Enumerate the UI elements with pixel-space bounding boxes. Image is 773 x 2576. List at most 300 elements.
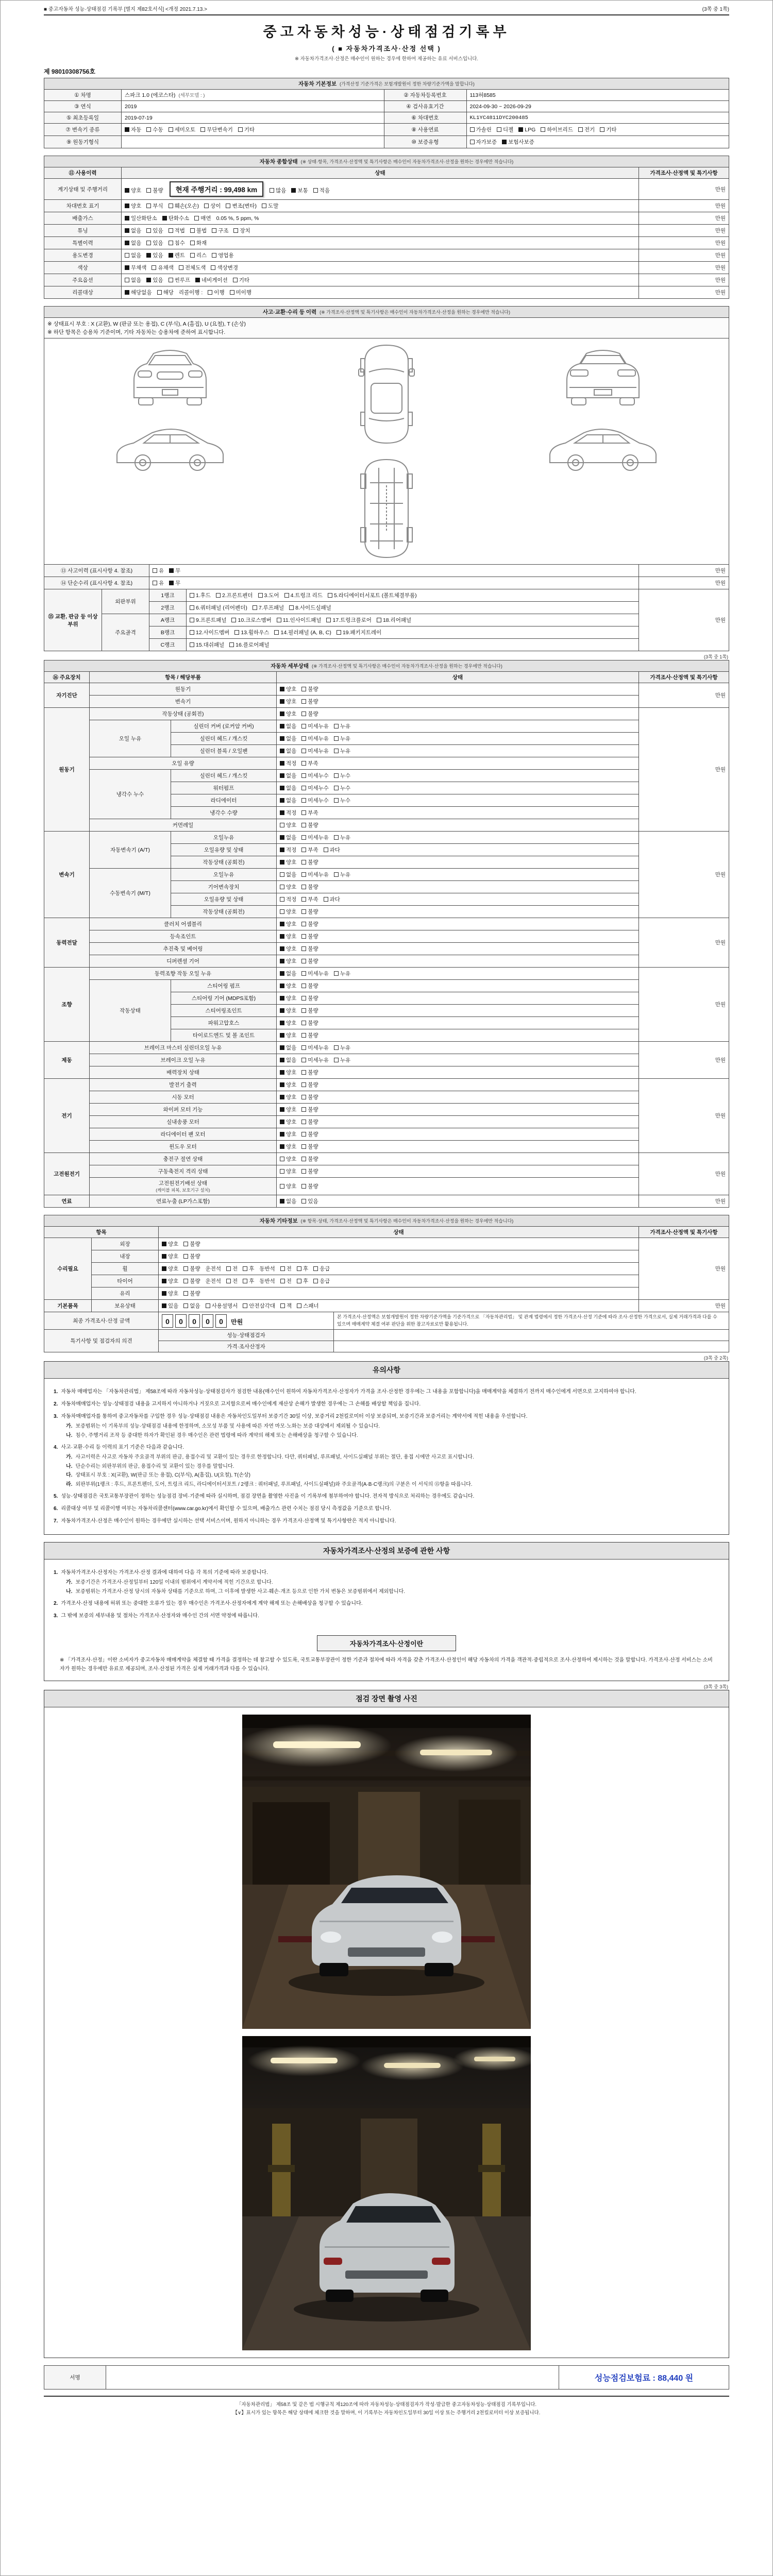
- checkbox-option[interactable]: [280, 1031, 296, 1039]
- checkbox-option[interactable]: [204, 202, 221, 210]
- checkbox-option[interactable]: [226, 1265, 238, 1273]
- checkbox-icon[interactable]: [280, 984, 284, 988]
- checkbox-icon[interactable]: [125, 290, 129, 295]
- checkbox-icon[interactable]: [334, 1058, 339, 1062]
- checkbox-option[interactable]: [230, 289, 251, 296]
- checkbox-icon[interactable]: [204, 204, 209, 208]
- checkbox-icon[interactable]: [301, 1144, 306, 1149]
- checkbox-option[interactable]: [280, 834, 296, 841]
- checkbox-option[interactable]: [183, 1302, 200, 1310]
- checkbox-option[interactable]: [377, 616, 411, 624]
- checkbox-option[interactable]: [233, 276, 249, 284]
- checkbox-option[interactable]: [301, 970, 329, 977]
- checkbox-option[interactable]: [153, 579, 164, 587]
- checkbox-option[interactable]: [284, 591, 323, 599]
- checkbox-icon[interactable]: [280, 934, 284, 939]
- checkbox-option[interactable]: [301, 796, 329, 804]
- checkbox-icon[interactable]: [169, 228, 173, 233]
- checkbox-option[interactable]: [334, 722, 350, 730]
- checkbox-icon[interactable]: [301, 984, 306, 988]
- checkbox-icon[interactable]: [162, 216, 167, 221]
- checkbox-icon[interactable]: [301, 1184, 306, 1189]
- checkbox-icon[interactable]: [190, 605, 194, 610]
- checkbox-icon[interactable]: [183, 1254, 188, 1259]
- checkbox-icon[interactable]: [284, 593, 289, 598]
- checkbox-option[interactable]: [313, 187, 330, 194]
- checkbox-option[interactable]: [301, 834, 329, 841]
- checkbox-option[interactable]: [301, 1118, 318, 1126]
- checkbox-option[interactable]: [541, 126, 573, 133]
- checkbox-icon[interactable]: [280, 749, 284, 753]
- checkbox-option[interactable]: [301, 982, 318, 990]
- checkbox-option[interactable]: [313, 1277, 330, 1285]
- checkbox-icon[interactable]: [337, 630, 341, 635]
- checkbox-option[interactable]: [301, 1182, 318, 1190]
- checkbox-icon[interactable]: [280, 946, 284, 951]
- checkbox-icon[interactable]: [334, 773, 339, 778]
- checkbox-option[interactable]: [280, 1197, 296, 1205]
- checkbox-option[interactable]: [169, 239, 185, 247]
- checkbox-option[interactable]: [301, 933, 318, 940]
- checkbox-option[interactable]: [301, 920, 318, 928]
- checkbox-icon[interactable]: [212, 228, 216, 233]
- checkbox-icon[interactable]: [301, 1199, 306, 1204]
- checkbox-icon[interactable]: [280, 1095, 284, 1099]
- checkbox-icon[interactable]: [125, 265, 129, 270]
- checkbox-option[interactable]: [162, 1290, 178, 1297]
- checkbox-option[interactable]: [301, 1155, 318, 1163]
- checkbox-icon[interactable]: [301, 1120, 306, 1124]
- checkbox-option[interactable]: [253, 604, 284, 612]
- checkbox-option[interactable]: [334, 834, 350, 841]
- checkbox-icon[interactable]: [162, 1279, 166, 1283]
- checkbox-option[interactable]: [280, 1130, 296, 1138]
- checkbox-icon[interactable]: [301, 810, 306, 815]
- checkbox-icon[interactable]: [169, 253, 173, 258]
- checkbox-option[interactable]: [125, 276, 141, 284]
- checkbox-option[interactable]: [301, 1197, 318, 1205]
- checkbox-option[interactable]: [157, 289, 174, 296]
- checkbox-icon[interactable]: [301, 922, 306, 926]
- checkbox-icon[interactable]: [125, 188, 129, 193]
- checkbox-icon[interactable]: [280, 885, 284, 889]
- checkbox-option[interactable]: [169, 227, 185, 234]
- checkbox-icon[interactable]: [125, 204, 129, 208]
- checkbox-icon[interactable]: [280, 1033, 284, 1038]
- checkbox-option[interactable]: [600, 126, 616, 133]
- checkbox-option[interactable]: [280, 846, 296, 854]
- checkbox-icon[interactable]: [301, 860, 306, 865]
- checkbox-option[interactable]: [578, 126, 595, 133]
- checkbox-option[interactable]: [301, 698, 318, 705]
- checkbox-icon[interactable]: [280, 687, 284, 691]
- checkbox-icon[interactable]: [301, 1157, 306, 1161]
- checkbox-option[interactable]: [280, 1143, 296, 1150]
- checkbox-icon[interactable]: [301, 1132, 306, 1137]
- checkbox-icon[interactable]: [301, 1095, 306, 1099]
- checkbox-option[interactable]: [280, 1044, 296, 1052]
- checkbox-option[interactable]: [190, 604, 247, 612]
- checkbox-icon[interactable]: [200, 127, 205, 132]
- checkbox-option[interactable]: [212, 227, 228, 234]
- checkbox-icon[interactable]: [313, 188, 318, 193]
- checkbox-option[interactable]: [497, 126, 513, 133]
- checkbox-option[interactable]: [146, 126, 163, 133]
- checkbox-option[interactable]: [280, 809, 296, 817]
- checkbox-option[interactable]: [334, 772, 350, 779]
- checkbox-option[interactable]: [190, 239, 207, 247]
- checkbox-icon[interactable]: [183, 1266, 188, 1271]
- checkbox-icon[interactable]: [206, 1303, 210, 1308]
- checkbox-icon[interactable]: [280, 996, 284, 1001]
- checkbox-option[interactable]: [301, 994, 318, 1002]
- checkbox-icon[interactable]: [497, 127, 501, 132]
- checkbox-icon[interactable]: [301, 1033, 306, 1038]
- checkbox-option[interactable]: [169, 567, 180, 574]
- checkbox-icon[interactable]: [280, 773, 284, 778]
- checkbox-option[interactable]: [146, 202, 163, 210]
- checkbox-icon[interactable]: [226, 204, 230, 208]
- checkbox-icon[interactable]: [243, 1266, 247, 1271]
- checkbox-icon[interactable]: [518, 127, 523, 132]
- checkbox-option[interactable]: [289, 604, 331, 612]
- checkbox-option[interactable]: [243, 1302, 275, 1310]
- checkbox-icon[interactable]: [169, 278, 173, 282]
- checkbox-option[interactable]: [301, 747, 329, 755]
- checkbox-option[interactable]: [243, 1277, 254, 1285]
- checkbox-icon[interactable]: [280, 959, 284, 963]
- checkbox-option[interactable]: [301, 1106, 318, 1113]
- checkbox-icon[interactable]: [578, 127, 583, 132]
- checkbox-icon[interactable]: [280, 798, 284, 803]
- checkbox-option[interactable]: [324, 895, 340, 903]
- checkbox-option[interactable]: [470, 126, 492, 133]
- checkbox-icon[interactable]: [280, 736, 284, 741]
- checkbox-icon[interactable]: [280, 810, 284, 815]
- checkbox-icon[interactable]: [125, 228, 129, 233]
- checkbox-option[interactable]: [146, 227, 163, 234]
- checkbox-icon[interactable]: [146, 204, 151, 208]
- checkbox-icon[interactable]: [190, 241, 195, 245]
- checkbox-icon[interactable]: [146, 127, 151, 132]
- checkbox-option[interactable]: [280, 933, 296, 940]
- checkbox-option[interactable]: [162, 1265, 178, 1273]
- checkbox-option[interactable]: [212, 251, 233, 259]
- checkbox-icon[interactable]: [334, 971, 339, 976]
- checkbox-icon[interactable]: [146, 278, 151, 282]
- checkbox-icon[interactable]: [328, 593, 332, 598]
- checkbox-icon[interactable]: [280, 724, 284, 728]
- checkbox-option[interactable]: [190, 227, 207, 234]
- checkbox-option[interactable]: [280, 970, 296, 977]
- checkbox-option[interactable]: [280, 994, 296, 1002]
- checkbox-option[interactable]: [301, 710, 318, 718]
- checkbox-icon[interactable]: [502, 140, 507, 144]
- checkbox-icon[interactable]: [169, 568, 174, 573]
- checkbox-option[interactable]: [301, 1167, 318, 1175]
- checkbox-icon[interactable]: [226, 1279, 231, 1283]
- checkbox-option[interactable]: [280, 784, 296, 792]
- checkbox-option[interactable]: [280, 796, 296, 804]
- checkbox-icon[interactable]: [280, 872, 284, 877]
- checkbox-option[interactable]: [518, 127, 535, 133]
- checkbox-icon[interactable]: [277, 618, 281, 622]
- checkbox-icon[interactable]: [280, 1132, 284, 1137]
- checkbox-icon[interactable]: [334, 786, 339, 790]
- checkbox-icon[interactable]: [169, 127, 173, 132]
- checkbox-option[interactable]: [301, 895, 318, 903]
- checkbox-icon[interactable]: [334, 749, 339, 753]
- checkbox-icon[interactable]: [280, 761, 284, 766]
- checkbox-option[interactable]: [243, 1265, 254, 1273]
- checkbox-option[interactable]: [190, 251, 207, 259]
- checkbox-icon[interactable]: [208, 290, 212, 295]
- checkbox-option[interactable]: [301, 871, 329, 878]
- checkbox-icon[interactable]: [190, 642, 194, 647]
- checkbox-icon[interactable]: [301, 1045, 306, 1050]
- checkbox-icon[interactable]: [233, 278, 238, 282]
- checkbox-option[interactable]: [125, 187, 141, 194]
- checkbox-icon[interactable]: [301, 1021, 306, 1025]
- checkbox-icon[interactable]: [280, 971, 284, 976]
- checkbox-icon[interactable]: [162, 1303, 166, 1308]
- checkbox-option[interactable]: [226, 1277, 238, 1285]
- checkbox-option[interactable]: [162, 214, 190, 222]
- checkbox-option[interactable]: [297, 1277, 308, 1285]
- checkbox-icon[interactable]: [280, 922, 284, 926]
- checkbox-option[interactable]: [262, 202, 278, 210]
- checkbox-icon[interactable]: [238, 127, 243, 132]
- checkbox-option[interactable]: [301, 846, 318, 854]
- checkbox-option[interactable]: [183, 1240, 200, 1248]
- checkbox-icon[interactable]: [301, 996, 306, 1001]
- checkbox-option[interactable]: [226, 202, 257, 210]
- checkbox-icon[interactable]: [153, 568, 157, 573]
- checkbox-option[interactable]: [280, 1007, 296, 1014]
- checkbox-option[interactable]: [280, 1019, 296, 1027]
- checkbox-option[interactable]: [234, 629, 269, 636]
- checkbox-option[interactable]: [334, 970, 350, 977]
- checkbox-option[interactable]: [190, 641, 224, 649]
- checkbox-icon[interactable]: [280, 711, 284, 716]
- checkbox-icon[interactable]: [301, 946, 306, 951]
- checkbox-option[interactable]: [183, 1290, 200, 1297]
- checkbox-icon[interactable]: [157, 290, 162, 295]
- checkbox-icon[interactable]: [280, 1157, 284, 1161]
- checkbox-option[interactable]: [146, 276, 163, 284]
- checkbox-option[interactable]: [334, 747, 350, 755]
- checkbox-icon[interactable]: [301, 848, 306, 852]
- checkbox-option[interactable]: [297, 1265, 308, 1273]
- checkbox-icon[interactable]: [162, 1242, 166, 1246]
- checkbox-icon[interactable]: [169, 204, 173, 208]
- checkbox-icon[interactable]: [190, 593, 194, 598]
- checkbox-icon[interactable]: [280, 1144, 284, 1149]
- checkbox-option[interactable]: [280, 772, 296, 779]
- checkbox-option[interactable]: [125, 289, 152, 296]
- checkbox-icon[interactable]: [377, 618, 381, 622]
- checkbox-icon[interactable]: [195, 278, 200, 282]
- checkbox-icon[interactable]: [190, 228, 195, 233]
- checkbox-option[interactable]: [280, 945, 296, 953]
- checkbox-icon[interactable]: [334, 835, 339, 840]
- checkbox-icon[interactable]: [146, 228, 151, 233]
- checkbox-icon[interactable]: [179, 265, 183, 270]
- checkbox-option[interactable]: [280, 698, 296, 705]
- checkbox-icon[interactable]: [280, 1303, 285, 1308]
- checkbox-option[interactable]: [280, 1265, 292, 1273]
- checkbox-icon[interactable]: [183, 1279, 188, 1283]
- checkbox-option[interactable]: [229, 641, 269, 649]
- checkbox-icon[interactable]: [280, 1184, 284, 1189]
- checkbox-option[interactable]: [270, 187, 286, 194]
- checkbox-icon[interactable]: [301, 724, 306, 728]
- checkbox-option[interactable]: [274, 629, 331, 636]
- checkbox-icon[interactable]: [125, 216, 129, 221]
- checkbox-option[interactable]: [190, 591, 211, 599]
- checkbox-option[interactable]: [125, 214, 157, 222]
- checkbox-option[interactable]: [291, 187, 308, 194]
- checkbox-option[interactable]: [301, 1069, 318, 1076]
- checkbox-option[interactable]: [301, 784, 329, 792]
- checkbox-option[interactable]: [162, 1240, 178, 1248]
- checkbox-icon[interactable]: [280, 823, 284, 827]
- checkbox-icon[interactable]: [125, 127, 129, 132]
- checkbox-icon[interactable]: [280, 1021, 284, 1025]
- checkbox-icon[interactable]: [301, 897, 306, 902]
- checkbox-option[interactable]: [301, 735, 329, 742]
- checkbox-icon[interactable]: [280, 1008, 284, 1013]
- checkbox-option[interactable]: [125, 202, 141, 210]
- checkbox-option[interactable]: [183, 1252, 200, 1260]
- checkbox-icon[interactable]: [301, 909, 306, 914]
- checkbox-option[interactable]: [231, 616, 271, 624]
- checkbox-option[interactable]: [190, 616, 226, 624]
- checkbox-icon[interactable]: [313, 1279, 318, 1283]
- checkbox-icon[interactable]: [470, 127, 475, 132]
- checkbox-icon[interactable]: [230, 290, 234, 295]
- checkbox-icon[interactable]: [301, 1070, 306, 1075]
- checkbox-option[interactable]: [280, 821, 296, 829]
- checkbox-icon[interactable]: [297, 1266, 301, 1271]
- checkbox-option[interactable]: [280, 883, 296, 891]
- checkbox-option[interactable]: [301, 722, 329, 730]
- checkbox-option[interactable]: [334, 1044, 350, 1052]
- checkbox-icon[interactable]: [231, 618, 236, 622]
- checkbox-option[interactable]: [324, 846, 340, 854]
- checkbox-icon[interactable]: [146, 188, 151, 193]
- checkbox-option[interactable]: [280, 982, 296, 990]
- checkbox-icon[interactable]: [297, 1279, 301, 1283]
- checkbox-option[interactable]: [334, 735, 350, 742]
- checkbox-option[interactable]: [301, 883, 318, 891]
- checkbox-icon[interactable]: [280, 835, 284, 840]
- checkbox-option[interactable]: [169, 126, 196, 133]
- checkbox-icon[interactable]: [183, 1303, 188, 1308]
- checkbox-option[interactable]: [280, 685, 296, 693]
- checkbox-option[interactable]: [146, 187, 163, 194]
- checkbox-option[interactable]: [280, 1093, 296, 1101]
- checkbox-icon[interactable]: [190, 618, 194, 622]
- checkbox-option[interactable]: [190, 629, 229, 636]
- checkbox-option[interactable]: [280, 759, 296, 767]
- checkbox-icon[interactable]: [280, 1120, 284, 1124]
- checkbox-icon[interactable]: [297, 1303, 301, 1308]
- checkbox-option[interactable]: [502, 138, 534, 146]
- checkbox-option[interactable]: [280, 1106, 296, 1113]
- checkbox-icon[interactable]: [280, 786, 284, 790]
- checkbox-icon[interactable]: [229, 642, 234, 647]
- checkbox-icon[interactable]: [258, 593, 263, 598]
- checkbox-option[interactable]: [216, 591, 253, 599]
- checkbox-option[interactable]: [169, 579, 180, 587]
- checkbox-icon[interactable]: [324, 897, 328, 902]
- checkbox-icon[interactable]: [146, 241, 151, 245]
- checkbox-option[interactable]: [280, 1182, 296, 1190]
- checkbox-icon[interactable]: [291, 188, 296, 193]
- checkbox-icon[interactable]: [301, 1058, 306, 1062]
- checkbox-option[interactable]: [301, 945, 318, 953]
- checkbox-icon[interactable]: [169, 581, 174, 585]
- checkbox-icon[interactable]: [280, 699, 284, 704]
- checkbox-icon[interactable]: [280, 1045, 284, 1050]
- checkbox-option[interactable]: [169, 251, 185, 259]
- checkbox-option[interactable]: [280, 1069, 296, 1076]
- checkbox-option[interactable]: [328, 591, 417, 599]
- checkbox-icon[interactable]: [194, 216, 199, 221]
- checkbox-option[interactable]: [238, 126, 255, 133]
- checkbox-icon[interactable]: [334, 724, 339, 728]
- checkbox-icon[interactable]: [280, 1082, 284, 1087]
- checkbox-icon[interactable]: [274, 630, 279, 635]
- checkbox-icon[interactable]: [301, 823, 306, 827]
- checkbox-option[interactable]: [233, 227, 250, 234]
- checkbox-icon[interactable]: [190, 253, 195, 258]
- checkbox-option[interactable]: [125, 251, 141, 259]
- checkbox-option[interactable]: [146, 239, 163, 247]
- checkbox-icon[interactable]: [234, 630, 239, 635]
- checkbox-icon[interactable]: [280, 1070, 284, 1075]
- checkbox-option[interactable]: [162, 1277, 178, 1285]
- checkbox-option[interactable]: [280, 1118, 296, 1126]
- checkbox-option[interactable]: [211, 264, 238, 272]
- checkbox-option[interactable]: [297, 1302, 318, 1310]
- checkbox-icon[interactable]: [162, 1266, 166, 1271]
- checkbox-option[interactable]: [301, 1044, 329, 1052]
- checkbox-option[interactable]: [301, 1093, 318, 1101]
- checkbox-icon[interactable]: [301, 885, 306, 889]
- checkbox-icon[interactable]: [280, 1107, 284, 1112]
- checkbox-option[interactable]: [200, 126, 233, 133]
- checkbox-option[interactable]: [206, 1302, 238, 1310]
- checkbox-icon[interactable]: [216, 593, 221, 598]
- checkbox-option[interactable]: [280, 1277, 292, 1285]
- checkbox-icon[interactable]: [153, 581, 157, 585]
- checkbox-icon[interactable]: [212, 253, 216, 258]
- checkbox-icon[interactable]: [280, 1279, 285, 1283]
- checkbox-option[interactable]: [153, 567, 164, 574]
- checkbox-option[interactable]: [301, 957, 318, 965]
- checkbox-icon[interactable]: [233, 228, 238, 233]
- checkbox-icon[interactable]: [152, 265, 156, 270]
- checkbox-option[interactable]: [280, 895, 296, 903]
- checkbox-option[interactable]: [301, 1130, 318, 1138]
- checkbox-icon[interactable]: [334, 798, 339, 803]
- checkbox-option[interactable]: [162, 1252, 178, 1260]
- checkbox-option[interactable]: [301, 1031, 318, 1039]
- checkbox-option[interactable]: [183, 1265, 200, 1273]
- checkbox-option[interactable]: [301, 1056, 329, 1064]
